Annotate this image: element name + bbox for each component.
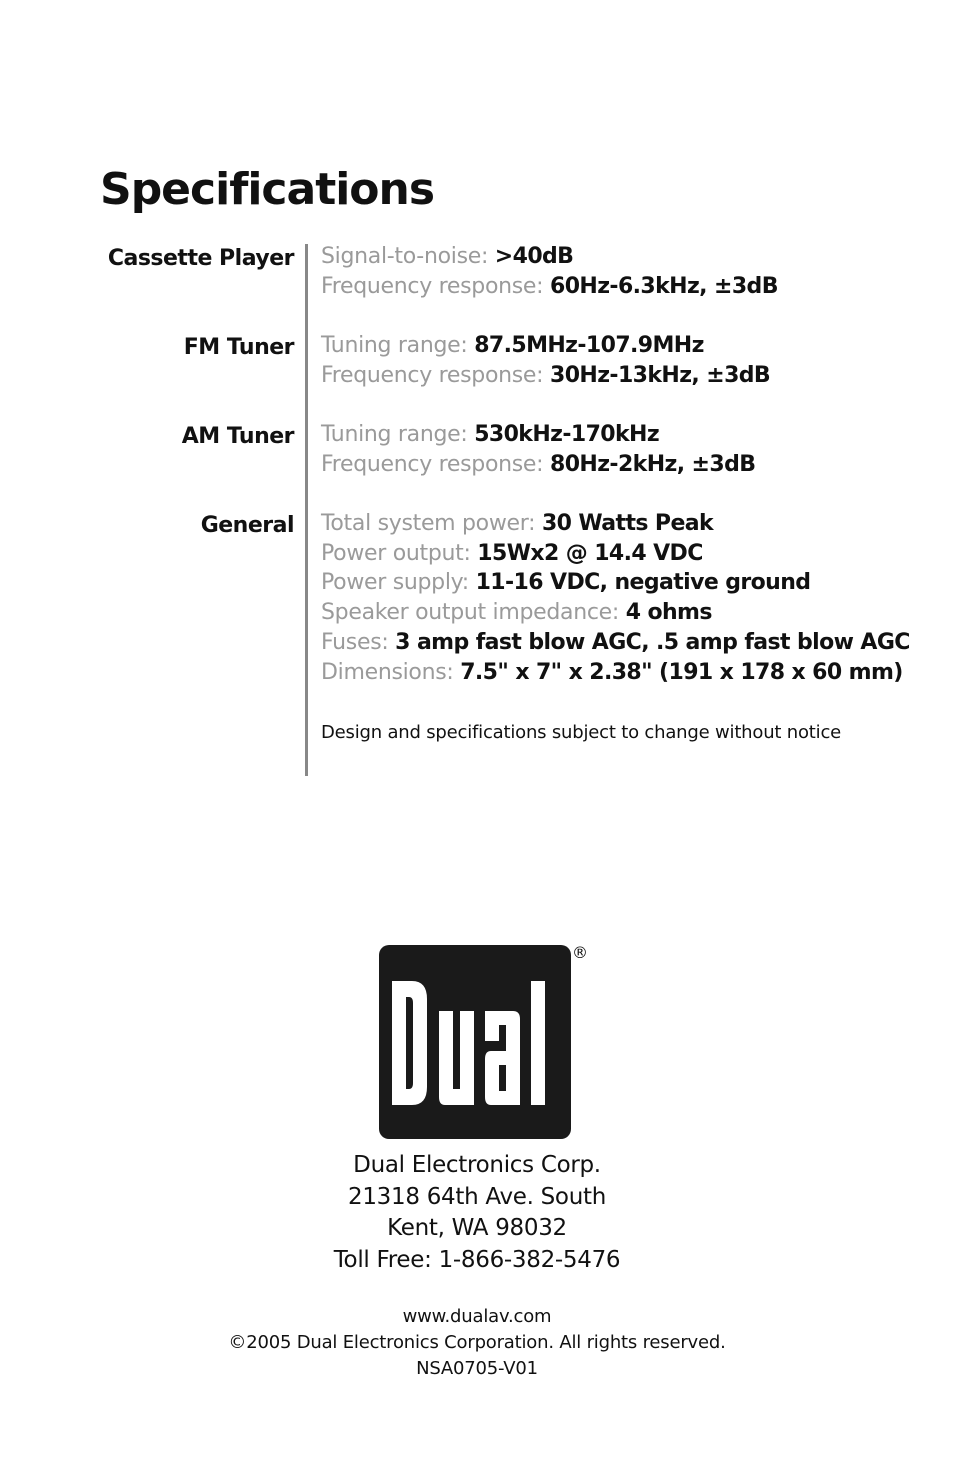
spec-value: 60Hz-6.3kHz, ±3dB bbox=[550, 273, 778, 299]
spec-value: 30Hz-13kHz, ±3dB bbox=[550, 362, 771, 388]
section-label: AM Tuner bbox=[181, 424, 294, 449]
registered-mark: ® bbox=[572, 943, 588, 962]
city-state-zip: Kent, WA 98032 bbox=[387, 1215, 567, 1241]
spec-row bbox=[321, 509, 910, 539]
spec-row bbox=[321, 598, 910, 628]
spec-value: 4 ohms bbox=[625, 600, 712, 626]
spec-row bbox=[321, 272, 778, 302]
spec-value: 80Hz-2kHz, ±3dB bbox=[550, 451, 756, 477]
spec-row bbox=[321, 539, 910, 569]
company-address bbox=[0, 1150, 954, 1276]
spec-key: Speaker output impedance: bbox=[321, 600, 620, 626]
specifications-table bbox=[0, 240, 954, 780]
website-link[interactable]: www.dualav.com bbox=[402, 1306, 552, 1327]
spec-value: 3 amp fast blow AGC, .5 amp fast blow AGC bbox=[395, 629, 910, 655]
spec-value: 87.5MHz-107.9MHz bbox=[474, 333, 704, 358]
document-code: NSA0705-V01 bbox=[416, 1358, 538, 1379]
spec-row bbox=[321, 450, 755, 480]
street-address: 21318 64th Ave. South bbox=[348, 1183, 606, 1210]
spec-row bbox=[321, 331, 770, 361]
spec-key: Tuning range: bbox=[321, 333, 468, 358]
section-label: General bbox=[200, 513, 294, 538]
spec-row bbox=[321, 628, 910, 658]
disclaimer-notice: Design and specifications subject to change without notice bbox=[321, 722, 842, 743]
spec-value: 30 Watts Peak bbox=[541, 511, 714, 536]
spec-key: Frequency response: bbox=[321, 362, 544, 388]
toll-free-phone: Toll Free: 1-866-382-5476 bbox=[333, 1246, 621, 1273]
spec-value: 530kHz-170kHz bbox=[474, 422, 660, 447]
spec-value: 7.5" x 7" x 2.38" (191 x 178 x 60 mm) bbox=[460, 659, 903, 685]
copyright-text: ©2005 Dual Electronics Corporation. All rights reserved. bbox=[228, 1332, 726, 1353]
footer bbox=[0, 1304, 954, 1382]
spec-key: Power supply: bbox=[321, 570, 469, 596]
dual-logo-letters bbox=[379, 945, 571, 1139]
spec-row bbox=[321, 242, 778, 272]
spec-key: Total system power: bbox=[321, 511, 536, 536]
spec-row bbox=[321, 361, 770, 391]
dual-logo bbox=[379, 945, 571, 1139]
spec-key: Tuning range: bbox=[321, 422, 468, 447]
spec-row bbox=[321, 658, 910, 688]
spec-key: Dimensions: bbox=[321, 659, 454, 685]
page-title: Specifications bbox=[100, 164, 435, 215]
spec-row bbox=[321, 420, 755, 450]
spec-key: Frequency response: bbox=[321, 451, 544, 477]
spec-value: 11-16 VDC, negative ground bbox=[475, 570, 811, 596]
section-divider bbox=[305, 244, 308, 776]
spec-value: >40dB bbox=[494, 244, 574, 269]
section-label: Cassette Player bbox=[107, 246, 294, 271]
section-label: FM Tuner bbox=[183, 335, 294, 360]
company-name: Dual Electronics Corp. bbox=[353, 1152, 601, 1178]
spec-key: Signal-to-noise: bbox=[321, 244, 489, 269]
spec-key: Fuses: bbox=[321, 629, 389, 655]
spec-row bbox=[321, 568, 910, 598]
spec-key: Frequency response: bbox=[321, 273, 544, 299]
spec-key: Power output: bbox=[321, 540, 471, 566]
spec-value: 15Wx2 @ 14.4 VDC bbox=[477, 540, 703, 566]
